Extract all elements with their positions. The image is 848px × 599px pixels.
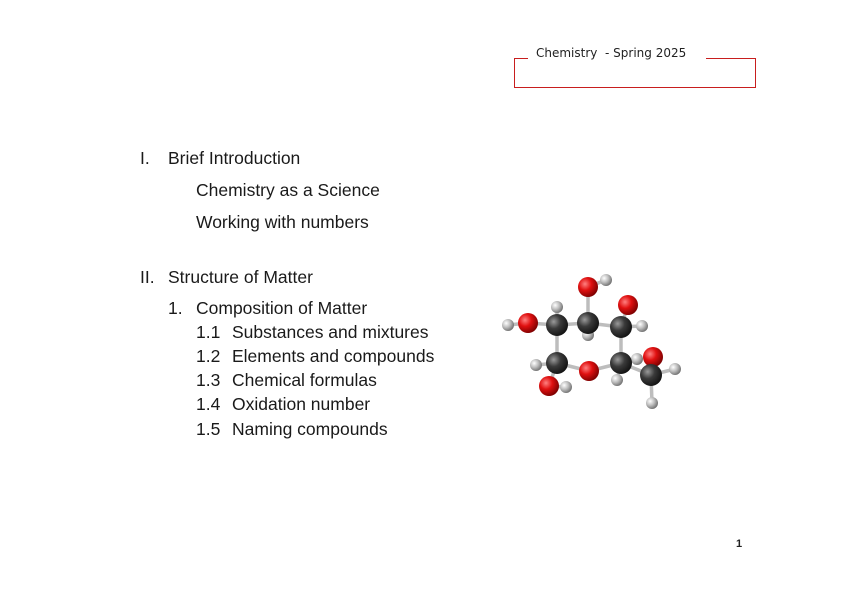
- subsection-item-number: 1.3: [196, 370, 221, 390]
- subsection-item-label: Chemical formulas: [232, 370, 377, 390]
- section-2-numeral: II.: [140, 267, 155, 287]
- header-title: Chemistry - Spring 2025: [536, 46, 687, 60]
- subsection-item-number: 1.4: [196, 394, 221, 414]
- section-1-numeral: I.: [140, 148, 150, 168]
- section-1-item: Chemistry as a Science: [196, 180, 380, 200]
- molecule-atoms: [502, 274, 681, 409]
- section-1-item: Working with numbers: [196, 212, 369, 232]
- header-frame: [514, 58, 756, 88]
- subsection-item-number: 1.5: [196, 419, 221, 439]
- subsection-item-label: Substances and mixtures: [232, 322, 429, 342]
- page-number: 1: [736, 538, 743, 550]
- subsection-item-number: 1.2: [196, 346, 221, 366]
- section-2-title: Structure of Matter: [168, 267, 313, 287]
- subsection-title: Composition of Matter: [196, 298, 368, 318]
- subsection-item-label: Elements and compounds: [232, 346, 435, 366]
- subsection-item-label: Naming compounds: [232, 419, 388, 439]
- subsection-number: 1.: [168, 298, 183, 318]
- section-1-title: Brief Introduction: [168, 148, 301, 168]
- glucose-molecule-illustration: [490, 265, 700, 425]
- subsection-item-label: Oxidation number: [232, 394, 371, 414]
- subsection-item-number: 1.1: [196, 322, 221, 342]
